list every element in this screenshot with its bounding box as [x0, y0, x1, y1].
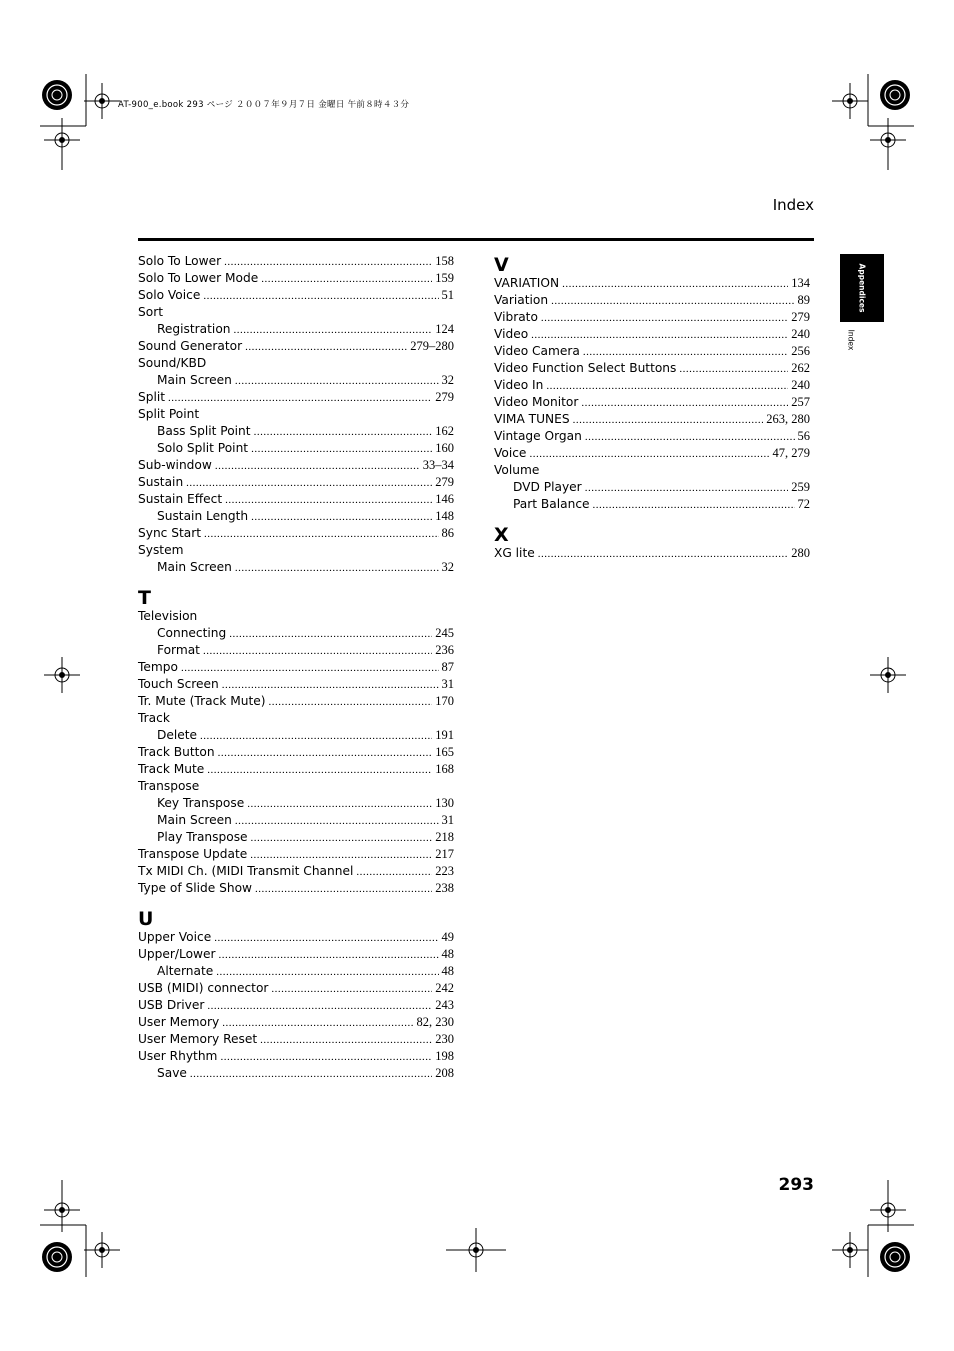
index-entry	[138, 863, 454, 880]
index-term: Volume	[494, 463, 540, 477]
index-term: Format	[157, 643, 200, 657]
index-subentry	[138, 440, 454, 457]
index-term: Sustain Length	[157, 509, 249, 523]
dot-leader	[551, 293, 794, 310]
index-entry	[138, 778, 454, 795]
index-entry	[138, 389, 454, 406]
index-term: Track	[138, 711, 170, 725]
index-term: Split	[138, 390, 166, 404]
dot-leader	[260, 1032, 432, 1049]
index-term: Sustain Effect	[138, 492, 223, 506]
index-page-ref: 256	[791, 344, 810, 358]
dot-leader	[234, 322, 433, 339]
index-page-ref: 170	[435, 694, 454, 708]
dot-leader	[261, 271, 432, 288]
index-term: Tempo	[138, 660, 178, 674]
index-entry	[494, 377, 810, 394]
dot-leader	[207, 762, 432, 779]
index-entry	[494, 275, 810, 292]
index-term: Type of Slide Show	[138, 881, 252, 895]
index-term: Part Balance	[513, 497, 590, 511]
dot-leader	[218, 745, 433, 762]
dot-leader	[251, 509, 432, 526]
dot-leader	[203, 643, 432, 660]
index-column-left	[138, 253, 454, 1082]
index-page-ref: 280	[791, 546, 810, 560]
dot-leader	[207, 998, 432, 1015]
dot-leader	[268, 694, 432, 711]
index-term: Bass Split Point	[157, 424, 251, 438]
index-term: Play Transpose	[157, 830, 248, 844]
index-page-ref: 56	[797, 429, 810, 443]
index-entry	[138, 287, 454, 304]
index-page-ref: 279	[435, 390, 454, 404]
dot-leader	[541, 310, 788, 327]
index-term: Video Function Select Buttons	[494, 361, 677, 375]
dot-leader	[225, 492, 432, 509]
dot-leader	[271, 981, 432, 998]
dot-leader	[229, 626, 432, 643]
dot-leader	[245, 339, 407, 356]
index-term: Video	[494, 327, 529, 341]
index-term: Sub-window	[138, 458, 212, 472]
dot-leader	[200, 728, 432, 745]
index-term: System	[138, 543, 184, 557]
dot-leader	[546, 378, 788, 395]
index-subentry	[138, 963, 454, 980]
index-subentry	[138, 559, 454, 576]
index-page-ref: 262	[791, 361, 810, 375]
dot-leader	[254, 424, 433, 441]
index-entry	[138, 304, 454, 321]
index-page-ref: 146	[435, 492, 454, 506]
index-term: Video Monitor	[494, 395, 579, 409]
dot-leader	[215, 458, 420, 475]
dot-leader	[222, 677, 439, 694]
index-page-ref: 32	[441, 560, 454, 574]
dot-leader	[679, 361, 788, 378]
index-page-ref: 168	[435, 762, 454, 776]
index-entry	[494, 343, 810, 360]
dot-leader	[203, 288, 438, 305]
index-subentry	[138, 372, 454, 389]
index-term: Variation	[494, 293, 549, 307]
dot-leader	[168, 390, 432, 407]
dot-leader	[235, 373, 439, 390]
dot-leader	[585, 480, 789, 497]
index-page-ref: 240	[791, 378, 810, 392]
index-term: User Memory	[138, 1015, 220, 1029]
index-term: Split Point	[138, 407, 200, 421]
index-term: USB (MIDI) connector	[138, 981, 269, 995]
index-page-ref: 279	[435, 475, 454, 489]
index-page-ref: 191	[435, 728, 454, 742]
index-term: Registration	[157, 322, 231, 336]
index-term: Sustain	[138, 475, 184, 489]
index-term: Sound Generator	[138, 339, 243, 353]
index-page-ref: 33–34	[422, 458, 454, 472]
index-page-ref: 86	[441, 526, 454, 540]
dot-leader	[593, 497, 795, 514]
index-page-ref: 124	[435, 322, 454, 336]
index-page-ref: 218	[435, 830, 454, 844]
index-term: Alternate	[157, 964, 214, 978]
index-page-ref: 89	[797, 293, 810, 307]
index-page-ref: 49	[441, 930, 454, 944]
index-term: Main Screen	[157, 373, 232, 387]
index-entry	[138, 980, 454, 997]
side-tab-sub-label: Index	[846, 329, 856, 351]
index-entry	[494, 411, 810, 428]
section-letter: X	[494, 524, 509, 546]
index-subentry	[138, 423, 454, 440]
index-term: Connecting	[157, 626, 227, 640]
index-entry	[494, 394, 810, 411]
dot-leader	[583, 344, 788, 361]
index-entry	[138, 406, 454, 423]
index-entry	[138, 846, 454, 863]
dot-leader	[251, 441, 432, 458]
header-rule	[138, 238, 814, 241]
index-page-ref: 48	[441, 964, 454, 978]
index-page-ref: 279–280	[410, 339, 454, 353]
index-page-ref: 51	[441, 288, 454, 302]
index-column-right	[494, 253, 810, 562]
index-term: Vibrato	[494, 310, 538, 324]
index-entry	[494, 360, 810, 377]
index-term: Save	[157, 1066, 187, 1080]
index-entry	[138, 676, 454, 693]
index-entry	[138, 491, 454, 508]
index-page-ref: 47, 279	[772, 446, 810, 460]
print-info: AT-900_e.book 293 ページ ２００７年９月７日 金曜日 午前８時４３分	[118, 100, 410, 110]
dot-leader	[255, 881, 432, 898]
dot-leader	[356, 864, 432, 881]
index-subentry	[138, 727, 454, 744]
dot-leader	[251, 830, 433, 847]
index-page-ref: 240	[791, 327, 810, 341]
index-page-ref: 198	[435, 1049, 454, 1063]
index-entry	[494, 309, 810, 326]
dot-leader	[235, 560, 439, 577]
dot-leader	[181, 660, 439, 677]
index-term: DVD Player	[513, 480, 582, 494]
index-page-ref: 238	[435, 881, 454, 895]
dot-leader	[585, 429, 795, 446]
index-term: Upper Voice	[138, 930, 212, 944]
dot-leader	[222, 1015, 413, 1032]
section-letter: U	[138, 908, 154, 930]
dot-leader	[186, 475, 432, 492]
index-subentry	[138, 1065, 454, 1082]
index-term: Voice	[494, 446, 527, 460]
section-letter: T	[138, 587, 151, 609]
dot-leader	[204, 526, 438, 543]
index-term: Key Transpose	[157, 796, 245, 810]
index-term: Sort	[138, 305, 163, 319]
index-subentry	[138, 321, 454, 338]
index-term: Video In	[494, 378, 544, 392]
index-term: VARIATION	[494, 276, 560, 290]
index-page-ref: 82, 230	[416, 1015, 454, 1029]
dot-leader	[247, 796, 432, 813]
index-page-ref: 32	[441, 373, 454, 387]
index-term: Transpose Update	[138, 847, 248, 861]
index-page-ref: 159	[435, 271, 454, 285]
index-page-ref: 243	[435, 998, 454, 1012]
index-page-ref: 31	[441, 813, 454, 827]
dot-leader	[216, 964, 438, 981]
index-page-ref: 72	[797, 497, 810, 511]
index-page-ref: 236	[435, 643, 454, 657]
index-entry	[138, 659, 454, 676]
index-page-ref: 162	[435, 424, 454, 438]
index-entry	[138, 710, 454, 727]
index-entry	[138, 355, 454, 372]
index-entry	[138, 270, 454, 287]
index-entry	[494, 462, 810, 479]
index-entry	[138, 761, 454, 778]
dot-leader	[224, 254, 432, 271]
index-term: USB Driver	[138, 998, 205, 1012]
index-page-ref: 148	[435, 509, 454, 523]
index-term: Solo To Lower	[138, 254, 222, 268]
index-page-ref: 279	[791, 310, 810, 324]
side-tab-label: Appendices	[857, 263, 867, 313]
index-subentry	[494, 479, 810, 496]
index-term: Sound/KBD	[138, 356, 207, 370]
index-entry	[138, 338, 454, 355]
index-entry	[138, 946, 454, 963]
index-term: Touch Screen	[138, 677, 219, 691]
index-subentry	[138, 642, 454, 659]
index-page-ref: 158	[435, 254, 454, 268]
index-entry	[138, 525, 454, 542]
side-tab-appendices	[840, 254, 884, 322]
index-page-ref: 257	[791, 395, 810, 409]
index-entry	[138, 542, 454, 559]
index-term: Main Screen	[157, 560, 232, 574]
index-entry	[138, 608, 454, 625]
index-subentry	[138, 625, 454, 642]
index-entry	[138, 929, 454, 946]
page-number: 293	[778, 1175, 814, 1195]
index-page-ref: 223	[435, 864, 454, 878]
index-entry	[494, 292, 810, 309]
index-term: Upper/Lower	[138, 947, 216, 961]
index-entry	[138, 880, 454, 897]
index-term: Main Screen	[157, 813, 232, 827]
index-term: VIMA TUNES	[494, 412, 570, 426]
index-entry	[494, 445, 810, 462]
index-page-ref: 48	[441, 947, 454, 961]
dot-leader	[250, 847, 432, 864]
page-title: Index	[772, 196, 814, 214]
index-entry	[138, 253, 454, 270]
dot-leader	[538, 546, 789, 563]
index-page-ref: 259	[791, 480, 810, 494]
index-page-ref: 165	[435, 745, 454, 759]
index-term: Television	[138, 609, 198, 623]
index-subentry	[138, 812, 454, 829]
dot-leader	[190, 1066, 432, 1083]
index-term: User Rhythm	[138, 1049, 218, 1063]
section-letter: V	[494, 254, 509, 276]
index-subentry	[138, 795, 454, 812]
index-term: Track Button	[138, 745, 215, 759]
index-page-ref: 263, 280	[766, 412, 810, 426]
index-entry	[494, 428, 810, 445]
dot-leader	[219, 947, 439, 964]
index-term: Delete	[157, 728, 198, 742]
dot-leader	[529, 446, 769, 463]
index-page-ref: 208	[435, 1066, 454, 1080]
dot-leader	[573, 412, 764, 429]
index-term: User Memory Reset	[138, 1032, 258, 1046]
dot-leader	[581, 395, 788, 412]
index-term: Video Camera	[494, 344, 580, 358]
index-page-ref: 134	[791, 276, 810, 290]
index-page-ref: 130	[435, 796, 454, 810]
index-entry	[138, 997, 454, 1014]
index-subentry	[138, 829, 454, 846]
index-page-ref: 31	[441, 677, 454, 691]
index-page-ref: 87	[441, 660, 454, 674]
index-term: XG lite	[494, 546, 535, 560]
index-term: Track Mute	[138, 762, 205, 776]
index-page-ref: 230	[435, 1032, 454, 1046]
index-term: Tr. Mute (Track Mute)	[138, 694, 266, 708]
index-entry	[138, 1031, 454, 1048]
index-entry	[138, 693, 454, 710]
index-entry	[138, 1048, 454, 1065]
dot-leader	[562, 276, 788, 293]
index-entry	[494, 545, 810, 562]
index-term: Solo Split Point	[157, 441, 249, 455]
index-term: Tx MIDI Ch. (MIDI Transmit Channel	[138, 864, 354, 878]
index-entry	[138, 457, 454, 474]
index-term: Vintage Organ	[494, 429, 582, 443]
dot-leader	[214, 930, 438, 947]
index-term: Sync Start	[138, 526, 202, 540]
index-page-ref: 245	[435, 626, 454, 640]
index-subentry	[494, 496, 810, 513]
index-entry	[138, 474, 454, 491]
index-page-ref: 160	[435, 441, 454, 455]
index-page-ref: 242	[435, 981, 454, 995]
index-entry	[138, 744, 454, 761]
index-term: Solo To Lower Mode	[138, 271, 259, 285]
index-term: Solo Voice	[138, 288, 201, 302]
index-entry	[138, 1014, 454, 1031]
index-subentry	[138, 508, 454, 525]
dot-leader	[235, 813, 439, 830]
index-page-ref: 217	[435, 847, 454, 861]
index-term: Transpose	[138, 779, 200, 793]
index-entry	[494, 326, 810, 343]
dot-leader	[531, 327, 788, 344]
dot-leader	[220, 1049, 432, 1066]
